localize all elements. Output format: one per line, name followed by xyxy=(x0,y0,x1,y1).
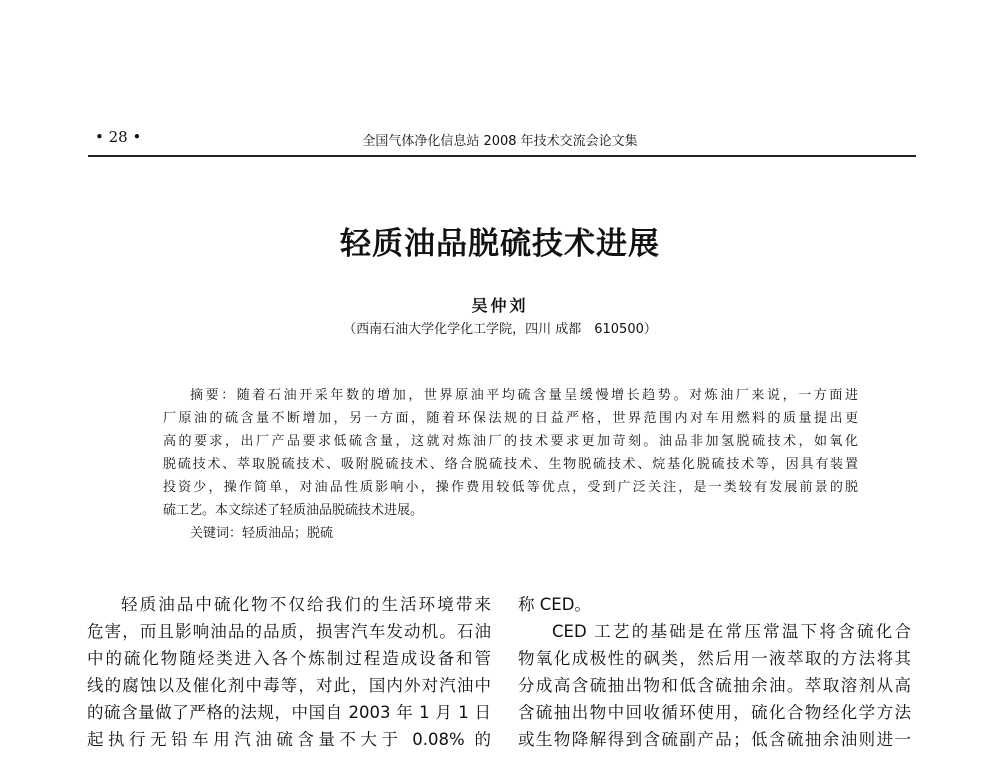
body-line: 称 CED。 xyxy=(518,595,591,614)
paper-title: 轻质油品脱硫技术进展 xyxy=(340,226,660,262)
body-line: 或生物降解得到含硫副产品；低含硫抽余油则进一 xyxy=(518,730,911,749)
keywords: 关键词：轻质油品；脱硫 xyxy=(190,526,334,541)
abstract-line: 摘要：随着石油开采年数的增加，世界原油平均硫含量呈缓慢增长趋势。对炼油厂来说，一方面进 xyxy=(190,388,858,403)
abstract-line: 硫工艺。本文综述了轻质油品脱硫技术进展。 xyxy=(163,503,424,518)
header-rule xyxy=(88,155,916,157)
body-line: 线的腐蚀以及催化剂中毒等，对此，国内外对汽油中 xyxy=(87,676,491,695)
body-line: 中的硫化物随烃类进入各个炼制过程造成设备和管 xyxy=(87,649,491,668)
body-line: 危害，而且影响油品的品质，损害汽车发动机。石油 xyxy=(87,622,491,641)
abstract-line: 厂原油的硫含量不断增加，另一方面，随着环保法规的日益严格，世界范围内对车用燃料的质量提出更 xyxy=(163,411,858,426)
author: 吴仲刘 xyxy=(471,296,529,315)
body-line: 含硫抽出物中回收循环使用，硫化合物经化学方法 xyxy=(518,703,911,722)
body-line: 轻质油品中硫化物不仅给我们的生活环境带来 xyxy=(121,595,491,614)
abstract-line: 投资少，操作简单，对油品性质影响小，操作费用较低等优点，受到广泛关注，是一类较有发展前景的脱 xyxy=(163,480,858,495)
affiliation: （西南石油大学化学化工学院，四川 成都 610500） xyxy=(343,322,657,337)
body-line: 起执行无铅车用汽油硫含量不大于 0.08% 的 xyxy=(87,730,491,749)
abstract-line: 脱硫技术、萃取脱硫技术、吸附脱硫技术、络合脱硫技术、生物脱硫技术、烷基化脱硫技术等，因具有装置 xyxy=(163,457,858,472)
running-header: 全国气体净化信息站 2008 年技术交流会论文集 xyxy=(362,134,638,149)
body-line: 分成高含硫抽出物和低含硫抽余油。萃取溶剂从高 xyxy=(518,676,911,695)
page-number: • 28 • xyxy=(95,128,142,146)
body-line: 的硫含量做了严格的法规，中国自 2003 年 1 月 1 日 xyxy=(87,703,491,722)
body-line: 物氧化成极性的砜类，然后用一液萃取的方法将其 xyxy=(518,649,911,668)
abstract-line: 高的要求，出厂产品要求低硫含量，这就对炼油厂的技术要求更加苛刻。油品非加氢脱硫技术，如氧化 xyxy=(163,434,858,449)
body-line: CED 工艺的基础是在常压常温下将含硫化合 xyxy=(552,622,911,641)
